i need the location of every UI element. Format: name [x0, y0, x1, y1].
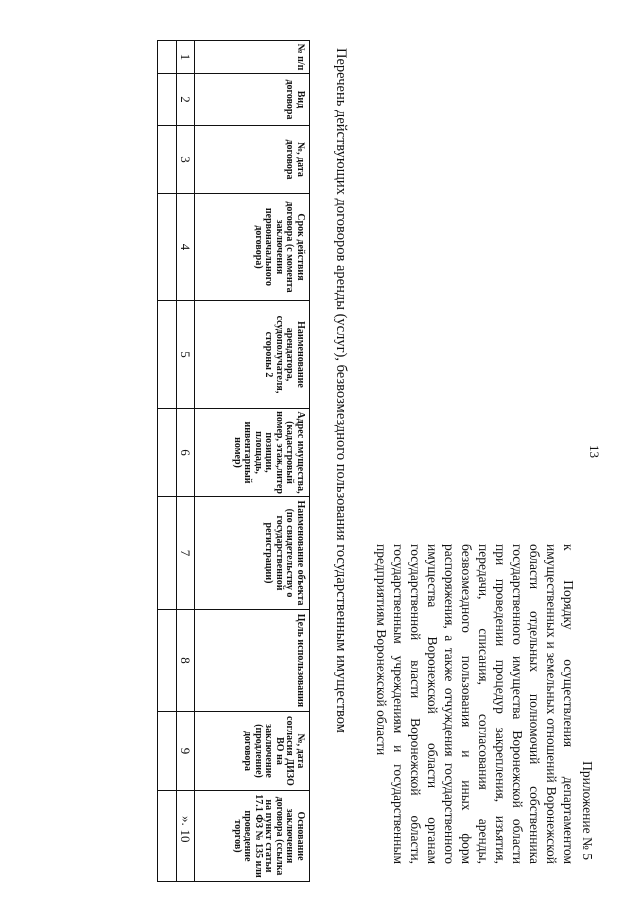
- empty-cell: [158, 194, 177, 301]
- table-header-row: [195, 41, 310, 882]
- header-cell: Вид договора: [195, 74, 310, 126]
- column-number-cell: 9: [177, 712, 195, 791]
- column-number-cell: 10: [177, 791, 195, 882]
- header-cell: № п/п: [195, 41, 310, 74]
- column-number-cell: 7: [177, 497, 195, 610]
- header-cell: Срок действия договора (с момента заключения первоначального договора): [195, 194, 310, 301]
- empty-cell: [158, 74, 177, 126]
- empty-cell: [158, 301, 177, 409]
- column-number-cell: 6: [177, 409, 195, 497]
- empty-cell: [158, 41, 177, 74]
- empty-data-row: [158, 41, 177, 882]
- header-cell: Наименование объекта (по свидетельству о государственной регистрации): [195, 497, 310, 610]
- appendix-title: Приложение № 5: [580, 761, 595, 860]
- empty-cell: [158, 409, 177, 497]
- column-number-cell: 8: [177, 610, 195, 712]
- appendix-text: к Порядку осуществления департаментом имущественных и земельных отношений Воронежской области отдельных полномочий собственника государственного имущества Воронежской области при проведении процедур закрепления, изъятия, передачи, списания, согласования аренды, безвозмездного пользования и иных форм распоряжения, а также отчуждения государственного имущества Воронежской области органам государственной власти Воронежской области, государственным учреждениям и государственным предприятиям Воронежской области: [374, 544, 576, 864]
- column-number-cell: 2: [177, 74, 195, 126]
- empty-cell: [158, 126, 177, 194]
- closing-quote: ».: [179, 816, 194, 826]
- header-cell: Основание заключения договора (ссылка на пункт статьи 17.1 ФЗ № 135 или проведение торгов): [195, 791, 310, 882]
- header-cell: Цель использования: [195, 610, 310, 712]
- header-cell: Наименование арендатора, ссудополучателя, стороны 2: [195, 301, 310, 409]
- empty-cell: [158, 712, 177, 791]
- header-cell: №, дата согласия ДИЗО ВО на заключение (продление) договора: [195, 712, 310, 791]
- column-number-row: [177, 41, 195, 882]
- empty-cell: [158, 610, 177, 712]
- column-number-cell: 4: [177, 194, 195, 301]
- column-number-cell: 3: [177, 126, 195, 194]
- contracts-table: [157, 40, 310, 882]
- appendix-block: [373, 544, 596, 864]
- empty-cell: [158, 497, 177, 610]
- column-number-cell: 5: [177, 301, 195, 409]
- table-title: Перечень действующих договоров аренды (услуг), безвозмездного пользования государственным имуществом: [333, 48, 349, 733]
- page-number: 13: [587, 445, 602, 458]
- empty-cell: [158, 791, 177, 882]
- column-number-cell: 1: [177, 41, 195, 74]
- header-cell: Адрес имущества, (кадастровый номер, этаж,литер позиции, площадь, инвентарный номер): [195, 409, 310, 497]
- header-cell: №, дата договора: [195, 126, 310, 194]
